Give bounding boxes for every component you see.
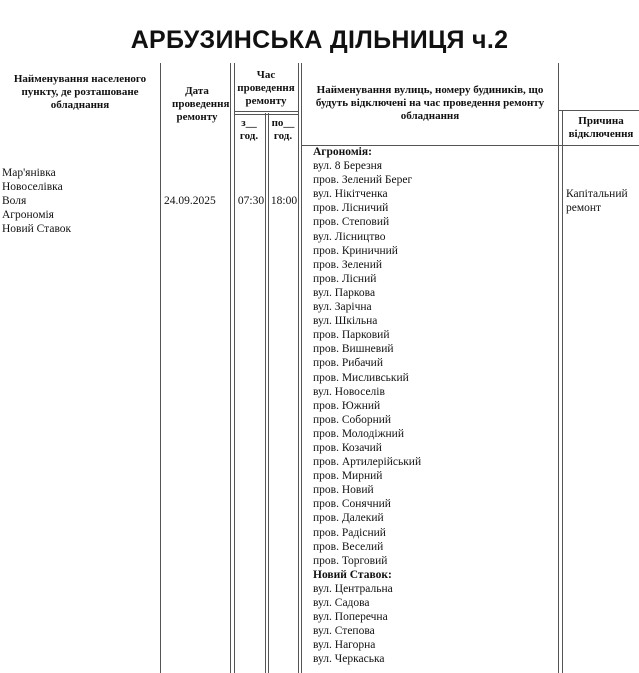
- street-item: вул. 8 Березня: [313, 160, 383, 173]
- street-item: пров. Лісничий: [313, 202, 389, 215]
- street-item: вул. Нікітченка: [313, 188, 388, 201]
- street-item: вул. Паркова: [313, 286, 376, 299]
- street-item: вул. Шкільна: [313, 315, 378, 328]
- street-item: вул. Поперечна: [313, 611, 388, 624]
- street-item: пров. Новий: [313, 484, 374, 497]
- street-item: пров. Торговий: [313, 554, 388, 567]
- grid-line: [562, 111, 563, 673]
- street-item: пров. Мисливський: [313, 371, 409, 384]
- street-item: пров. Степовий: [313, 216, 390, 229]
- grid-line: [230, 63, 231, 673]
- street-item: вул. Зарічна: [313, 301, 372, 314]
- street-item: пров. Лісний: [313, 272, 377, 285]
- street-item: вул. Черкаська: [313, 653, 385, 666]
- settlement-name: Воля: [2, 195, 27, 207]
- time-from-cell: 07:30: [237, 195, 265, 207]
- street-item: пров. Молодіжний: [313, 427, 404, 440]
- street-item: пров. Далекий: [313, 512, 384, 525]
- street-item: вул. Новоселів: [313, 385, 385, 398]
- settlement-name: Новоселівка: [2, 181, 63, 193]
- reason-cell: Капітальний ремонт: [566, 188, 628, 214]
- settlement-name: Агрономія: [2, 209, 54, 221]
- street-item: пров. Козачий: [313, 441, 382, 454]
- grid-line: [301, 63, 302, 673]
- street-item: вул. Лісництво: [313, 230, 386, 243]
- street-item: пров. Соборний: [313, 413, 392, 426]
- street-item: пров. Рибачий: [313, 357, 383, 370]
- street-group-heading: Новий Ставок:: [313, 568, 392, 581]
- street-item: пров. Южний: [313, 399, 381, 412]
- street-item: пров. Мирний: [313, 470, 383, 483]
- street-item: пров. Артилерійський: [313, 456, 422, 469]
- header-settlement: Найменування населеного пункту, де розташоване обладнання: [13, 73, 147, 111]
- street-item: пров. Радісний: [313, 526, 386, 539]
- header-date: Дата проведення ремонту: [172, 85, 230, 123]
- header-time: Час проведення ремонту: [237, 69, 295, 107]
- street-item: вул. Нагорна: [313, 639, 376, 652]
- date-cell: 24.09.2025: [164, 195, 216, 207]
- streets-list: [313, 145, 557, 666]
- header-to: по__ год.: [271, 117, 295, 142]
- page-title: АРБУЗИНСЬКА ДІЛЬНИЦЯ ч.2: [130, 26, 509, 54]
- settlements-cell: [2, 166, 158, 236]
- grid-line: [160, 63, 161, 673]
- header-from: з__ год.: [239, 117, 259, 142]
- street-item: пров. Зелений Берег: [313, 174, 413, 187]
- street-group-heading: Агрономія:: [313, 146, 372, 158]
- time-to-cell: 18:00: [270, 195, 298, 207]
- grid-line: [298, 63, 299, 673]
- street-item: вул. Садова: [313, 597, 370, 609]
- street-item: вул. Степова: [313, 625, 375, 638]
- grid-line: [558, 63, 559, 673]
- grid-line: [234, 114, 299, 115]
- header-reason: Причина відключення: [568, 115, 634, 140]
- street-item: пров. Криничний: [313, 244, 398, 257]
- street-item: вул. Центральна: [313, 582, 393, 595]
- street-item: пров. Парковий: [313, 329, 390, 342]
- header-streets: Найменування вулиць, номеру будиників, що будуть відключені на час проведення ремонту обладнання: [315, 84, 545, 122]
- street-item: пров. Зелений: [313, 258, 383, 271]
- grid-line: [558, 110, 639, 111]
- grid-line: [234, 111, 299, 112]
- street-item: пров. Вишневий: [313, 343, 394, 356]
- settlement-name: Мар'янівка: [2, 167, 56, 179]
- street-item: пров. Веселий: [313, 540, 384, 553]
- grid-line: [234, 63, 235, 673]
- settlement-name: Новий Ставок: [2, 223, 72, 235]
- street-item: пров. Сонячний: [313, 498, 391, 511]
